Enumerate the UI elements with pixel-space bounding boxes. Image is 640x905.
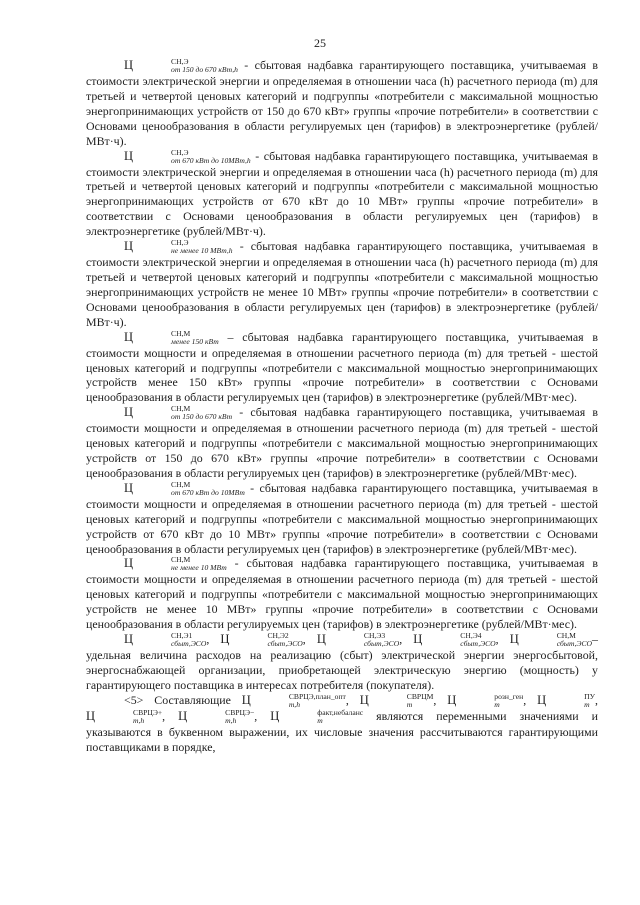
symbol-base: Ц (124, 148, 134, 163)
definition-paragraph (86, 481, 598, 557)
symbol-separator: , (162, 708, 166, 723)
symbol-superscript: СН,М (171, 479, 191, 489)
symbol-base: Ц (178, 708, 188, 723)
symbol-subscript: не менее 10 МВт (171, 563, 227, 573)
tariff-symbol (413, 631, 496, 649)
symbol-subscript: m,h (225, 715, 237, 725)
symbol-superscript: СН,Э1 (171, 631, 193, 641)
symbol-superscript: СВРЦЭ+ (133, 707, 163, 717)
paragraph-text: - сбытовая надбавка гарантирующего поставщика, учитываемая в стоимости электрической энергии и определяемая в отношении часа (h) расчетного периода (m) для третьей и четвертой ценовых категорий и подгруппы «потребители с максимальной мощностью энергопринимающих устройств от 150 до 670 кВт» группы «прочие потребители» в соответствии с Основами ценообразования в области регулируемых цен (тарифов) в электроэнергетике (рублей/МВт·ч). (86, 58, 598, 148)
symbol-base: Ц (124, 58, 134, 72)
footnote-marker: <5> (124, 692, 144, 707)
symbol-subscript: m,h (133, 715, 145, 725)
symbol-separator: , (254, 708, 258, 723)
expenses-definition-paragraph (86, 632, 598, 693)
symbol-base: Ц (270, 708, 280, 723)
symbol-subscript: сбыт,ЭСО (556, 639, 593, 649)
symbol-superscript: СВРЦМ (406, 691, 434, 701)
symbol-superscript: СН,Э2 (267, 631, 289, 641)
symbol-base: Ц (359, 692, 369, 707)
symbol-superscript: розн_ген (494, 691, 524, 701)
paragraph-text: - сбытовая надбавка гарантирующего поставщика, учитываемая в стоимости мощности и определяемая в отношении расчетного периода (m) для третьей - шестой ценовых категорий и подгруппы «потребители с максимальной мощностью энергопринимающих устройств от 150 до 670 кВт» группы «прочие потребители» в соответствии с Основами ценообразования в области регулируемых цен (тарифов) в электроэнергетике (рублей/МВт·мес). (86, 405, 598, 480)
tariff-symbol (124, 555, 227, 573)
paragraph-text: – сбытовая надбавка гарантирующего поставщика, учитываемая в стоимости мощности и определяемая в отношении расчетного периода (m) для третьей - шестой ценовых категорий и подгруппы «потребители с максимальной мощностью энергопринимающих устройств менее 150 кВт» группы «прочие потребители» в соответствии с Основами ценообразования в области регулируемых цен (тарифов) в электроэнергетике (рублей/МВт·мес). (86, 329, 598, 405)
symbol-subscript: от 670 кВт до 10МВт,h (171, 155, 251, 165)
footnote-paragraph (86, 693, 598, 755)
symbol-superscript: факт,небаланс (317, 707, 364, 717)
symbol-subscript: от 670 кВт до 10МВт (171, 487, 245, 497)
symbol-superscript: СВРЦЭ− (225, 707, 255, 717)
tariff-symbol (124, 481, 245, 495)
symbol-separator: , (594, 692, 598, 707)
symbol-separator: , (433, 692, 437, 707)
tariff-symbol (86, 709, 162, 723)
symbol-base: Ц (124, 556, 134, 571)
definition-paragraph (86, 149, 598, 240)
tariff-symbol (509, 631, 593, 649)
symbol-separator: , (302, 632, 317, 647)
symbol-subscript: сбыт,ЭСО (363, 639, 400, 649)
symbol-superscript: ПУ (584, 691, 595, 701)
tariff-symbol (124, 330, 219, 344)
symbol-superscript: СВРЦЭ,план_опт (288, 691, 346, 701)
symbol-superscript: СН,М (171, 555, 191, 565)
symbol-subscript: от 150 до 670 кВт,h (171, 65, 238, 74)
tariff-symbol (242, 693, 346, 707)
symbol-separator: , (495, 632, 510, 647)
symbol-base: Ц (316, 632, 326, 647)
paragraph-text: – удельная величина расходов на реализацию (сбыт) электрической энергии энергосбытовой, энергоснабжающей организации, приобретающей электрическую энергию (мощность) у гарантирующего поставщика в интересах потребителя (покупателя). (86, 632, 598, 692)
symbol-superscript: СН,Э4 (460, 631, 482, 641)
symbol-base: Ц (124, 329, 134, 344)
symbol-subscript: m (584, 699, 590, 709)
symbol-separator: , (206, 632, 221, 647)
tariff-symbol (316, 631, 400, 649)
tariff-symbol (124, 149, 251, 163)
tariff-symbol (359, 691, 437, 709)
symbol-separator: , (399, 632, 414, 647)
symbol-base: Ц (241, 692, 251, 707)
symbol-superscript: СН,Э (171, 57, 189, 66)
tariff-symbol (178, 709, 254, 723)
symbol-separator: , (345, 692, 349, 707)
tariff-symbol (124, 404, 233, 422)
tariff-symbol (124, 631, 207, 649)
symbol-subscript: m (317, 715, 323, 725)
symbol-base: Ц (537, 692, 547, 707)
symbol-base: Ц (509, 632, 519, 647)
definition-paragraph (86, 405, 598, 481)
page-number: 25 (314, 36, 326, 50)
tariff-symbol (124, 58, 238, 72)
symbol-base: Ц (124, 239, 134, 254)
document-body (86, 58, 598, 755)
paragraph-text: - сбытовая надбавка гарантирующего поставщика, учитываемая в стоимости мощности и определяемая в отношении расчетного периода (m) для третьей - шестой ценовых категорий и подгруппы «потребители с максимальной мощностью энергопринимающих устройств не менее 10 МВт» группы «прочие потребители» в соответствии с Основами ценообразования в области регулируемых цен (тарифов) в электроэнергетике (рублей/МВт·мес). (86, 556, 598, 632)
definition-paragraph (86, 330, 598, 406)
definition-paragraph (86, 556, 598, 632)
symbol-subscript: m (406, 699, 413, 709)
symbol-subscript: сбыт,ЭСО (460, 639, 496, 649)
symbol-subscript: от 150 до 670 кВт (171, 412, 233, 422)
symbol-superscript: СН,Э3 (363, 631, 386, 641)
definition-paragraph (86, 58, 598, 149)
symbol-base: Ц (447, 692, 457, 707)
symbol-subscript: сбыт,ЭСО (171, 639, 207, 649)
symbol-superscript: СН,Э (171, 238, 189, 248)
symbol-superscript: СН,М (556, 631, 576, 641)
tariff-symbol (537, 693, 595, 707)
symbol-subscript: m,h (288, 699, 301, 709)
paragraph-text: являются переменными значениями и указываются в буквенном выражении, их числовые значения рассчитываются гарантирующими поставщиками в порядке, (86, 708, 598, 754)
symbol-superscript: СН,Э (171, 147, 189, 157)
paragraph-text: Составляющие (154, 692, 231, 707)
symbol-subscript: сбыт,ЭСО (267, 639, 303, 649)
paragraph-text: - сбытовая надбавка гарантирующего поставщика, учитываемая в стоимости мощности и определяемая в отношении расчетного периода (m) для третьей - шестой ценовых категорий и подгруппы «потребители с максимальной мощностью энергопринимающих устройств от 670 кВт до 10 МВт» группы «прочие потребители» в соответствии с Основами ценообразования в области регулируемых цен (тарифов) в электроэнергетике (рублей/МВт·мес). (86, 480, 598, 556)
tariff-symbol (447, 693, 523, 707)
symbol-base: Ц (124, 405, 134, 420)
symbol-base: Ц (86, 708, 96, 723)
symbol-base: Ц (124, 632, 134, 647)
tariff-symbol (220, 631, 303, 649)
symbol-base: Ц (413, 632, 423, 647)
tariff-symbol (124, 238, 233, 256)
symbol-superscript: СН,М (171, 404, 191, 414)
symbol-subscript: не менее 10 МВт,h (171, 246, 233, 256)
paragraph-text: - сбытовая надбавка гарантирующего поставщика, учитываемая в стоимости электрической энергии и определяемая в отношении часа (h) расчетного периода (m) для третьей и четвертой ценовых категорий и подгруппы «потребители с максимальной мощностью энергопринимающих устройств от 670 кВт до 10 МВт» группы «прочие потребители» в соответствии с Основами ценообразования в области регулируемых цен (тарифов) в электроэнергетике (рублей/МВт·ч). (86, 148, 598, 239)
paragraph-text: - сбытовая надбавка гарантирующего поставщика, учитываемая в стоимости электрической энергии и определяемая в отношении часа (h) расчетного периода (m) для третьей и четвертой ценовых категорий и подгруппы «потребители с максимальной мощностью энергопринимающих устройств не менее 10 МВт» группы «прочие потребители» в соответствии с Основами ценообразования в области регулируемых цен (тарифов) в электроэнергетике (рублей/МВт·ч). (86, 239, 598, 329)
symbol-subscript: менее 150 кВт (171, 336, 219, 346)
tariff-symbol (270, 709, 363, 723)
definition-paragraph (86, 239, 598, 330)
symbol-superscript: СН,М (171, 328, 191, 338)
symbol-base: Ц (124, 480, 134, 495)
symbol-subscript: m (494, 699, 500, 709)
symbol-separator: , (523, 692, 527, 707)
symbol-base: Ц (220, 632, 230, 647)
